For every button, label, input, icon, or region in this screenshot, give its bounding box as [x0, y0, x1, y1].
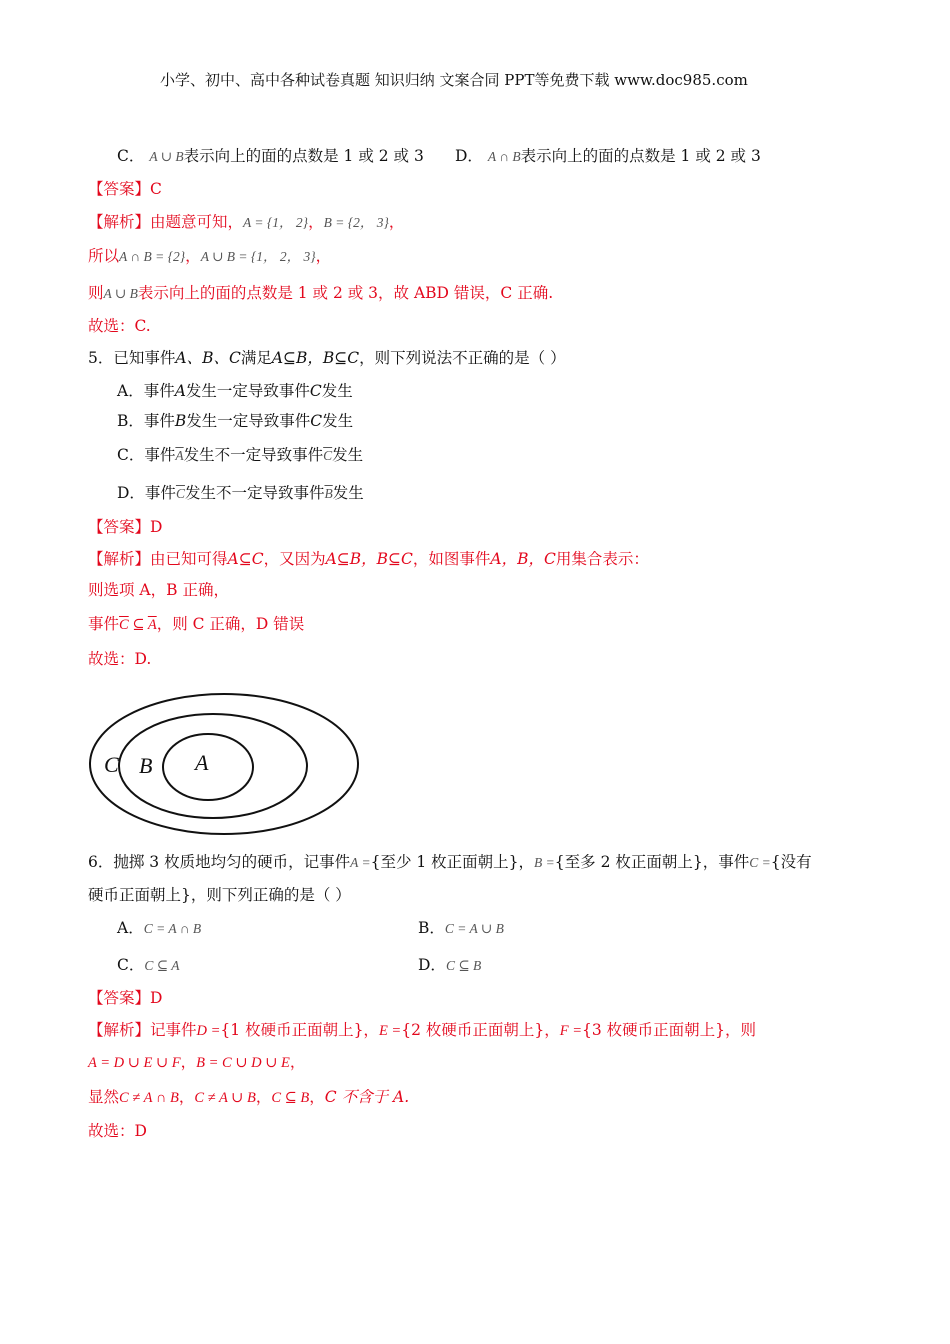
q6-stem-text: {至少 1 枚正面朝上}，	[370, 853, 535, 871]
q5-analysis-var: $\overline{A}$	[147, 617, 157, 633]
q5-option-a-label: A．事件	[117, 382, 175, 400]
q6-stem-math: B =	[534, 855, 555, 870]
venn-label-a: A	[195, 750, 209, 775]
q5-analysis-subset: ⊆	[128, 617, 148, 633]
q5-analysis-vars: A，B，C	[490, 550, 556, 568]
q6-option-b-math: C = A ∪ B	[444, 921, 504, 936]
q5-conclusion: 故选：D.	[88, 650, 152, 668]
q5-analysis-text: ，则 C 正确，D 错误	[156, 615, 305, 633]
q4-option-d	[455, 146, 761, 167]
q5-analysis-text: 事件	[88, 615, 120, 633]
q6-analysis-math: A = D ∪ E ∪ F	[88, 1055, 181, 1071]
q5-option-a-var2: C	[309, 382, 322, 400]
q5-option-c-label: C．事件	[117, 446, 176, 464]
q6-stem-math: A =	[350, 855, 371, 870]
q6-option-a-math: C = A ∩ B	[143, 921, 202, 936]
q5-analysis-rel: A⊆B，B⊆C	[325, 550, 413, 568]
q5-analysis-var: $\overline{C}$	[119, 617, 129, 633]
q5-stem-text: ，则下列说法不正确的是（ ）	[359, 349, 566, 367]
q6-analysis-line1	[88, 1020, 756, 1041]
q4-analysis-line3	[88, 283, 553, 304]
q6-option-b-label: B．	[418, 919, 445, 937]
page-header: 小学、初中、高中各种试卷真题 知识归纳 文案合同 PPT等免费下载 www.doc985.com	[160, 71, 748, 89]
q4-analysis-text: 则	[88, 284, 104, 302]
q4-set-a: A = {1， 2}	[243, 215, 309, 230]
q4-option-c-text: 表示向上的面的点数是 1 或 2 或 3	[183, 147, 424, 165]
q6-analysis-text: {3 枚硬币正面朝上}，则	[582, 1021, 757, 1039]
q5-stem-text: 满足	[240, 349, 272, 367]
q5-option-d-label: D．事件	[117, 484, 176, 502]
q6-analysis-text: C 不含于 A.	[324, 1088, 410, 1106]
q6-analysis-math: C ⊆ B	[271, 1090, 310, 1106]
q4-analysis-tag: 【解析】	[88, 213, 151, 231]
q5-stem	[88, 348, 566, 368]
q5-analysis-rel: A⊆C	[227, 550, 264, 568]
q6-option-d-label: D．	[418, 956, 446, 974]
q6-option-c-label: C．	[117, 956, 145, 974]
q6-option-c	[117, 955, 179, 976]
venn-label-c: C	[104, 752, 119, 777]
q5-option-a-var1: A	[174, 382, 186, 400]
q4-sep: ，	[315, 247, 332, 265]
q4-sep: ，	[388, 213, 405, 231]
q6-answer: 【答案】D	[88, 989, 163, 1007]
q5-option-b-text: 发生	[322, 412, 354, 430]
q4-intersection: A ∩ B = {2}	[119, 249, 186, 264]
q5-stem-relation: A⊆B，B⊆C	[271, 349, 360, 367]
q5-analysis-line3	[88, 614, 304, 635]
q5-stem-vars: A、B、C	[175, 349, 241, 367]
q6-stem-text: {没有	[770, 853, 812, 871]
q6-stem-line2: 硬币正面朝上}，则下列正确的是（ ）	[88, 886, 351, 904]
q5-option-a-text: 发生一定导致事件	[185, 382, 310, 400]
q6-analysis-math: F =	[559, 1023, 583, 1039]
q6-sep: ，	[289, 1053, 306, 1071]
q5-option-d-var2: $\overline{B}$	[324, 486, 333, 501]
q6-stem-text: {至多 2 枚正面朝上}，事件	[554, 853, 750, 871]
q6-analysis-text: 显然	[88, 1088, 120, 1106]
q5-analysis-text: ，如图事件	[412, 550, 491, 568]
q6-option-c-math: C ⊆ A	[144, 958, 180, 973]
q5-option-d-var1: $\overline{C}$	[175, 486, 185, 501]
q4-analysis-line1	[88, 212, 404, 233]
q4-conclusion: 故选：C.	[88, 317, 151, 335]
q5-option-b-label: B．事件	[117, 412, 175, 430]
q5-option-b	[117, 411, 353, 431]
q4-option-c-math: A ∪ B	[149, 149, 184, 164]
q6-analysis-text: 记事件	[150, 1021, 197, 1039]
q5-option-a	[117, 381, 353, 401]
q6-analysis-line2	[88, 1052, 305, 1073]
q4-union-math: A ∪ B	[103, 286, 138, 301]
q5-analysis-tag: 【解析】	[88, 550, 151, 568]
q5-option-a-text: 发生	[321, 382, 353, 400]
q4-answer: 【答案】C	[88, 180, 162, 198]
q6-analysis-line3	[88, 1087, 409, 1108]
q5-option-d	[117, 483, 364, 504]
q5-option-c-var1: $\overline{A}$	[175, 448, 184, 463]
q5-option-c	[117, 445, 363, 466]
q6-sep: ，	[180, 1053, 197, 1071]
q5-answer: 【答案】D	[88, 518, 163, 536]
q6-stem-text: 6．抛掷 3 枚质地均匀的硬币，记事件	[88, 853, 351, 871]
q6-sep: ，	[255, 1088, 272, 1106]
q5-option-c-text: 发生	[332, 446, 364, 464]
q4-option-d-label: D．	[455, 147, 483, 165]
q5-option-d-text: 发生	[332, 484, 364, 502]
q4-analysis-text: 所以	[88, 247, 120, 265]
q6-option-d-math: C ⊆ B	[445, 958, 482, 973]
q5-option-b-var2: C	[310, 412, 323, 430]
q5-analysis-text: 由已知可得	[150, 550, 228, 568]
q6-analysis-math: D =	[196, 1023, 221, 1039]
q5-analysis-text: 用集合表示：	[555, 550, 649, 568]
q6-option-a	[117, 918, 201, 939]
q4-union: A ∪ B = {1， 2， 3}	[200, 249, 316, 264]
q4-analysis-text: 由题意可知，	[150, 213, 244, 231]
q4-option-c	[117, 146, 424, 167]
q4-option-d-text: 表示向上的面的点数是 1 或 2 或 3	[520, 147, 761, 165]
q6-analysis-text: {1 枚硬币正面朝上}，	[220, 1021, 379, 1039]
q6-sep: ，	[309, 1088, 325, 1106]
q4-option-c-label: C．	[117, 147, 145, 165]
q6-conclusion: 故选：D	[88, 1122, 147, 1140]
q6-analysis-math: B = C ∪ D ∪ E	[196, 1055, 290, 1071]
venn-label-b: B	[139, 753, 153, 778]
q5-option-b-var1: B	[174, 412, 187, 430]
q6-stem-line1	[88, 852, 812, 873]
q5-analysis-line2: 则选项 A，B 正确，	[88, 581, 229, 599]
venn-diagram	[88, 692, 360, 837]
q5-stem-text: 5．已知事件	[88, 349, 176, 367]
q4-analysis-line2	[88, 246, 331, 267]
q4-sep: ，	[185, 247, 201, 265]
q4-set-b: B = {2， 3}	[323, 215, 389, 230]
q5-analysis-line1	[88, 549, 649, 569]
q5-option-b-text: 发生一定导致事件	[186, 412, 311, 430]
q6-option-d	[418, 955, 481, 976]
q6-stem-math: C =	[749, 855, 771, 870]
q6-sep: ，	[178, 1088, 195, 1106]
q4-analysis-text: 表示向上的面的点数是 1 或 2 或 3，故 ABD 错误，C 正确.	[137, 284, 554, 302]
q5-option-c-text: 发生不一定导致事件	[183, 446, 324, 464]
q6-analysis-tag: 【解析】	[88, 1021, 151, 1039]
q5-option-d-text: 发生不一定导致事件	[184, 484, 325, 502]
q5-analysis-text: ，又因为	[263, 550, 326, 568]
q6-analysis-math: E =	[378, 1023, 402, 1039]
q6-analysis-math: C ≠ A ∪ B	[194, 1090, 256, 1106]
q6-analysis-text: {2 枚硬币正面朝上}，	[401, 1021, 560, 1039]
q4-sep: ，	[308, 213, 324, 231]
q6-option-b	[418, 918, 504, 939]
q6-analysis-math: C ≠ A ∩ B	[119, 1090, 179, 1106]
q6-option-a-label: A．	[117, 919, 144, 937]
q4-option-d-math: A ∩ B	[487, 149, 521, 164]
q5-option-c-var2: $\overline{C}$	[323, 448, 333, 463]
